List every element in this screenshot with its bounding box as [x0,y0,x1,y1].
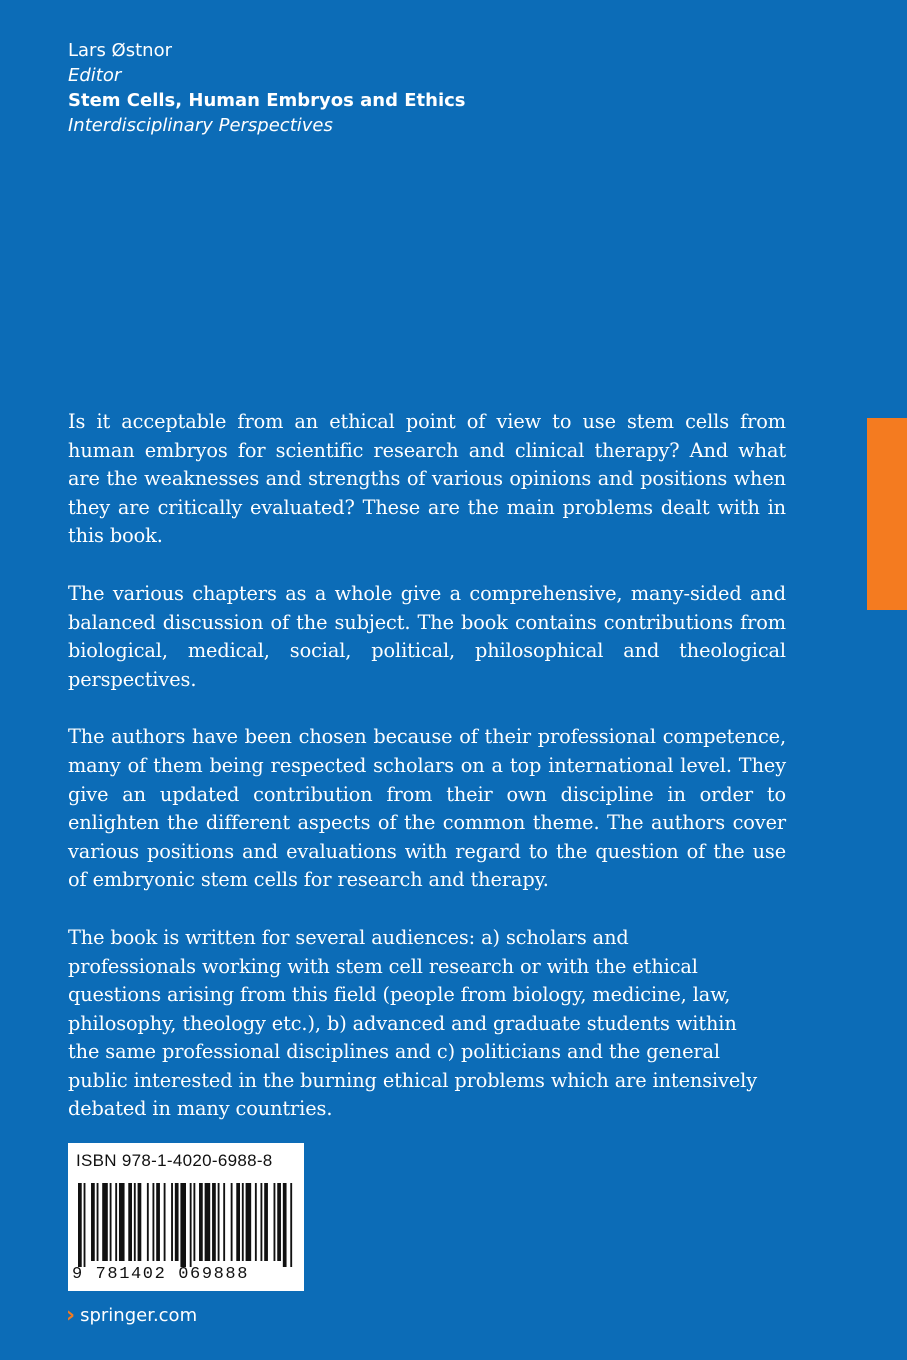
barcode-bar [164,1183,166,1261]
barcode-bar [97,1183,99,1261]
barcode-bar [212,1183,216,1261]
publisher-link[interactable]: springer.com [80,1305,198,1326]
barcode-bar [138,1183,142,1261]
blurb-text [68,408,786,1153]
barcode-bar [190,1183,192,1267]
barcode-bar [205,1183,211,1261]
barcode-bar [84,1183,86,1267]
isbn-label: ISBN 978-1-4020-6988-8 [76,1151,273,1170]
isbn-barcode [68,1143,304,1291]
barcode-digits: 9 781402 069888 [72,1265,250,1284]
barcode-bar [147,1183,149,1261]
barcode-bar [175,1183,179,1261]
orange-spine-tab [867,418,907,610]
barcode-bar [246,1183,252,1261]
barcode-bar [115,1183,117,1261]
barcode-bar [128,1183,132,1261]
barcode-bar [231,1183,233,1261]
publisher-footer [66,1303,197,1329]
author-name: Lars Østnor [68,40,172,61]
cover-header [68,38,466,138]
barcode-bar [264,1183,268,1261]
book-subtitle: Interdisciplinary Perspectives [68,115,333,136]
barcode-bar [283,1183,287,1267]
barcode-bar [199,1183,203,1261]
barcode-bar [110,1183,112,1261]
barcode-bar [218,1183,220,1261]
barcode-bar [290,1183,292,1267]
barcode-bar [91,1183,95,1261]
barcode-bar [255,1183,257,1261]
barcode-bar [171,1183,173,1261]
book-title: Stem Cells, Human Embryos and Ethics [68,90,466,111]
blurb-paragraph: Is it acceptable from an ethical point of view to use stem cells from human embryos for scientific research and clinical therapy? And what are the weaknesses and strengths of various opinions and positions when they are critically evaluated? These are the main problems dealt with in this book. [68,410,786,548]
barcode-bar [274,1183,276,1261]
barcode-bar [152,1183,154,1261]
barcode-bar [119,1183,125,1261]
barcode-bar [260,1183,262,1261]
blurb-paragraph: The authors have been chosen because of their professional competence, many of them being respected scholars on a top international level. They give an updated contribution from their own discipline in order to enlighten the different aspects of the common theme. The authors cover various positions and evaluations with regard to the question of the use of embryonic stem cells for research and therapy. [68,725,786,892]
barcode-bar [277,1183,281,1261]
blurb-paragraph: The book is written for several audiences: a) scholars and professionals working with stem cell research or with the ethical questions arising from this field (people from biology, medicine, law, philosophy, theology etc.), b) advanced and graduate students within the same professional disciplines and c) politicians and the general public interested in the burning ethical problems which are intensively debated in many countries. [68,925,758,1121]
barcode-bar [102,1183,108,1261]
barcode-bar [193,1183,195,1261]
chevron-right-icon: › [66,1303,76,1328]
barcode-bar [236,1183,240,1261]
barcode-bar [180,1183,186,1267]
blurb-paragraph: The various chapters as a whole give a comprehensive, many-sided and balanced discussion of the subject. The book contains contributions from biological, medical, social, political, philosophical and theological perspectives. [68,581,786,691]
barcode-bars [78,1183,294,1267]
barcode-bar [223,1183,225,1261]
barcode-bar [156,1183,160,1261]
editor-role: Editor [68,65,122,86]
barcode-bar [242,1183,244,1261]
barcode-bar [134,1183,136,1261]
barcode-bar [78,1183,82,1267]
